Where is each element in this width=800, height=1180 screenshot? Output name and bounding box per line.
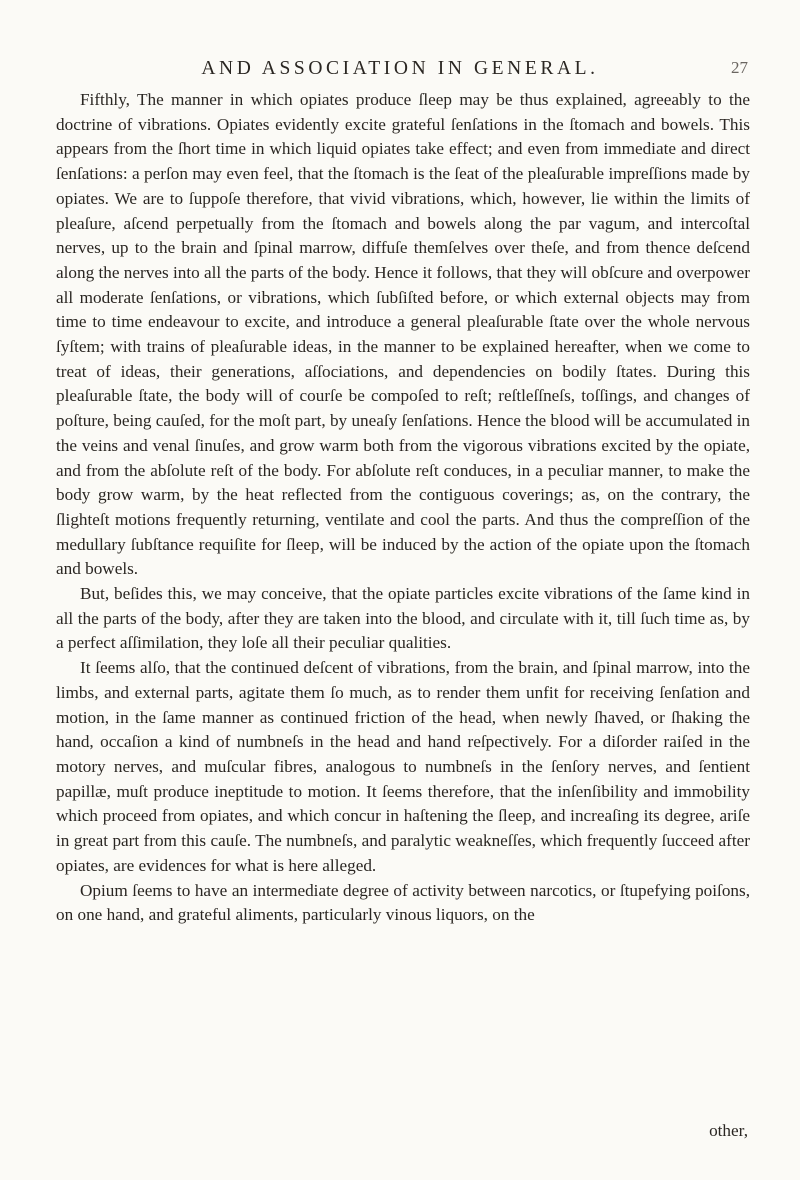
running-head: AND ASSOCIATION IN GENERAL. (201, 58, 599, 79)
paragraph-descent-of-vibrations: It ſeems alſo, that the continued deſcent of vibrations, from the brain, and ſpinal marrow, into the limbs, and external parts, agitate them ſo much, as to render them unfit for receiving ſenſation and motion, in the ſame manner as continued friction of the head, when newly ſhaved, or ſhaking the hand, occaſion a kind of numbneſs in the head and hand reſpectively. For a diſorder raiſed in the motory nerves, and muſcular fibres, analogous to numbneſs in the ſenſory nerves, and ſentient papillæ, muſt produce ineptitude to motion. It ſeems therefore, that the inſenſibility and immobility which proceed from opiates, and which concur in haſtening the ſleep, and increaſing its degree, ariſe in great part from this cauſe. The numbneſs, and paralytic weakneſſes, which frequently ſucceed after opiates, are evidences for what is here alleged. (56, 658, 750, 875)
paragraph-opium-activity: Opium ſeems to have an intermediate degree of activity between narcotics, or ſtupefying poiſons, on one hand, and grateful aliments, particularly vinous liquors, on the (56, 880, 750, 925)
paragraph-opiates-sleep: Fifthly, The manner in which opiates produce ſleep may be thus explained, agreeably to the doctrine of vibrations. Opiates evidently excite grateful ſenſations in the ſtomach and bowels. This appears from the ſhort time in which liquid opiates take effect; and even from immediate and direct ſenſations: a perſon may even feel, that the ſtomach is the ſeat of the pleaſurable impreſſions made by opiates. We are to ſuppoſe therefore, that vivid vibrations, which, however, lie within the limits of pleaſure, aſcend perpetually from the ſtomach and bowels along the par vagum, and intercoſtal nerves, up to the brain and ſpinal marrow, diffuſe themſelves over theſe, and from thence deſcend along the nerves into all the parts of the body. Hence it follows, that they will obſcure and overpower all moderate ſenſations, or vibrations, which ſubſiſted before, or which external objects may from time to time endeavour to excite, and introduce a general pleaſurable ſtate over the whole nervous ſyſtem; with trains of pleaſurable ideas, in the manner to be explained hereafter, when we come to treat of ideas, their generations, aſſociations, and dependencies on bodily ſtates. During this pleaſurable ſtate, the body will of courſe be compoſed to reſt; reſtleſſneſs, toſſings, and changes of poſture, being cauſed, for the moſt part, by uneaſy ſenſations. Hence the blood will be accumulated in the veins and venal ſinuſes, and grow warm both from the vigorous vibrations excited by the opiate, and from the abſolute reſt of the body. For abſolute reſt conduces, in a peculiar manner, to make the body grow warm, by the heat reflected from the contiguous coverings; as, on the contrary, the ſlighteſt motions frequently returning, ventilate and cool the parts. And thus the compreſſion of the medullary ſubſtance requiſite for ſleep, will be induced by the action of the opiate upon the ſtomach and bowels. (56, 90, 750, 579)
paragraph-opiate-particles: But, beſides this, we may conceive, that the opiate particles excite vibrations of the ſame kind in all the parts of the body, after they are taken into the blood, and circulate with it, till ſuch time as, by a perfect aſſimilation, they loſe all their peculiar qualities. (56, 584, 750, 653)
catchword: other, (709, 1121, 748, 1140)
body-text (56, 88, 750, 928)
page-number: 27 (731, 58, 748, 77)
